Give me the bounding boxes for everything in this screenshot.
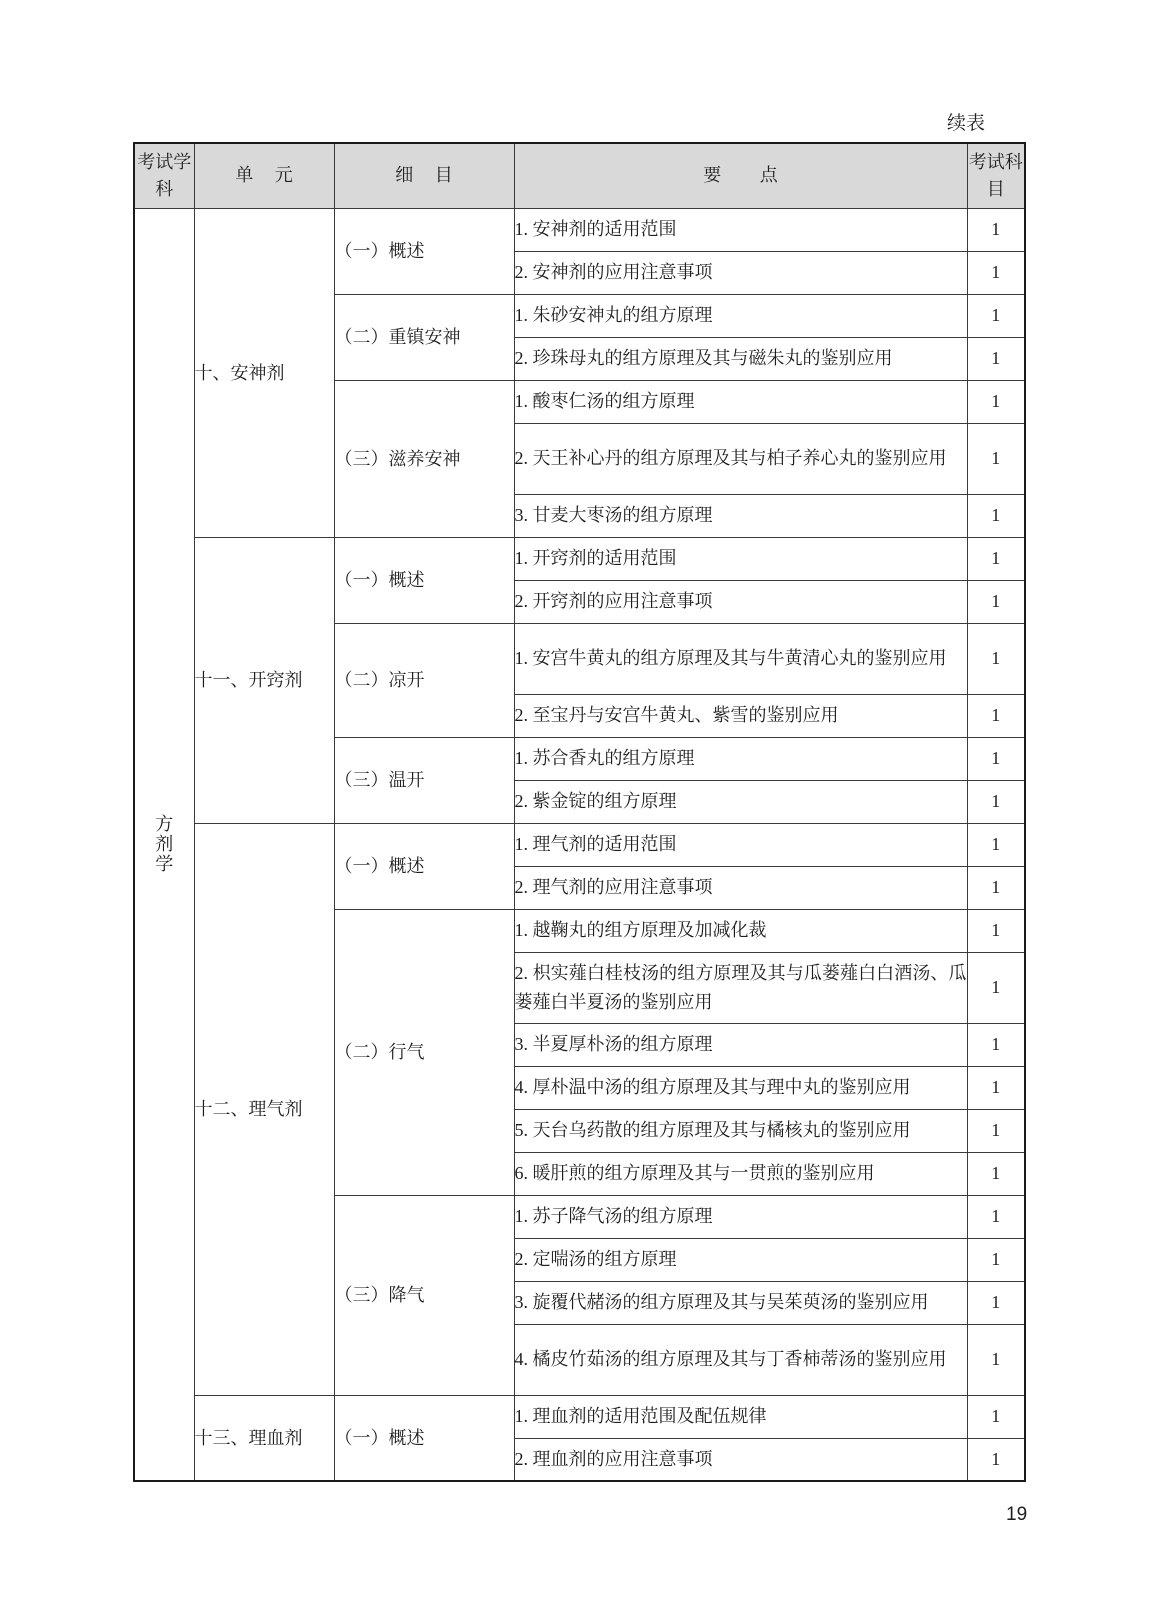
point-cell: 1. 苏子降气汤的组方原理 [514,1195,967,1238]
exam-code-cell: 1 [967,909,1025,952]
point-cell: 2. 枳实薤白桂枝汤的组方原理及其与瓜蒌薤白白酒汤、瓜蒌薤白半夏汤的鉴别应用 [514,952,967,1023]
exam-code-cell: 1 [967,866,1025,909]
exam-code-cell: 1 [967,1109,1025,1152]
table-row [134,1395,1025,1438]
unit-cell: 十二、理气剂 [194,823,334,1395]
point-cell: 2. 定喘汤的组方原理 [514,1238,967,1281]
page-number: 19 [1006,1504,1028,1525]
point-cell: 2. 紫金锭的组方原理 [514,780,967,823]
header-point: 要 点 [514,143,967,208]
exam-code-cell: 1 [967,823,1025,866]
exam-code-cell: 1 [967,623,1025,694]
section-cell: （二）凉开 [334,623,514,737]
exam-code-cell: 1 [967,208,1025,251]
exam-code-cell: 1 [967,337,1025,380]
exam-code-cell: 1 [967,952,1025,1023]
table-row [134,823,1025,866]
subject-label: 方剂学 [155,814,174,875]
point-cell: 2. 开窍剂的应用注意事项 [514,580,967,623]
point-cell: 5. 天台乌药散的组方原理及其与橘核丸的鉴别应用 [514,1109,967,1152]
section-cell: （一）概述 [334,208,514,294]
header-subject: 考试学科 [134,143,194,208]
section-cell: （三）温开 [334,737,514,823]
exam-code-cell: 1 [967,380,1025,423]
point-cell: 3. 甘麦大枣汤的组方原理 [514,494,967,537]
point-cell: 2. 珍珠母丸的组方原理及其与磁朱丸的鉴别应用 [514,337,967,380]
unit-cell: 十、安神剂 [194,208,334,537]
exam-code-cell: 1 [967,1066,1025,1109]
point-cell: 1. 开窍剂的适用范围 [514,537,967,580]
header-unit: 单 元 [194,143,334,208]
point-cell: 2. 天王补心丹的组方原理及其与柏子养心丸的鉴别应用 [514,423,967,494]
subject-cell [134,208,194,1481]
exam-code-cell: 1 [967,780,1025,823]
continued-label: 续表 [947,113,986,134]
unit-cell: 十三、理血剂 [194,1395,334,1481]
point-cell: 1. 理气剂的适用范围 [514,823,967,866]
exam-code-cell: 1 [967,537,1025,580]
point-cell: 2. 理气剂的应用注意事项 [514,866,967,909]
header-exam-subject: 考试科目 [967,143,1025,208]
section-cell: （二）重镇安神 [334,294,514,380]
exam-code-cell: 1 [967,1438,1025,1481]
section-cell: （三）滋养安神 [334,380,514,537]
table-row [134,537,1025,580]
point-cell: 1. 理血剂的适用范围及配伍规律 [514,1395,967,1438]
point-cell: 1. 酸枣仁汤的组方原理 [514,380,967,423]
exam-code-cell: 1 [967,1238,1025,1281]
header-item: 细 目 [334,143,514,208]
exam-code-cell: 1 [967,494,1025,537]
point-cell: 1. 苏合香丸的组方原理 [514,737,967,780]
unit-cell: 十一、开窍剂 [194,537,334,823]
exam-code-cell: 1 [967,580,1025,623]
syllabus-table [133,142,1026,1482]
point-cell: 3. 半夏厚朴汤的组方原理 [514,1023,967,1066]
point-cell: 4. 厚朴温中汤的组方原理及其与理中丸的鉴别应用 [514,1066,967,1109]
point-cell: 3. 旋覆代赭汤的组方原理及其与吴茱萸汤的鉴别应用 [514,1281,967,1324]
exam-code-cell: 1 [967,1023,1025,1066]
point-cell: 1. 越鞠丸的组方原理及加减化裁 [514,909,967,952]
section-cell: （一）概述 [334,823,514,909]
exam-code-cell: 1 [967,1281,1025,1324]
exam-code-cell: 1 [967,294,1025,337]
point-cell: 1. 朱砂安神丸的组方原理 [514,294,967,337]
exam-code-cell: 1 [967,1195,1025,1238]
section-cell: （一）概述 [334,1395,514,1481]
point-cell: 2. 安神剂的应用注意事项 [514,251,967,294]
point-cell: 4. 橘皮竹茹汤的组方原理及其与丁香柿蒂汤的鉴别应用 [514,1324,967,1395]
exam-code-cell: 1 [967,1395,1025,1438]
point-cell: 1. 安神剂的适用范围 [514,208,967,251]
exam-code-cell: 1 [967,694,1025,737]
exam-code-cell: 1 [967,251,1025,294]
section-cell: （三）降气 [334,1195,514,1395]
exam-code-cell: 1 [967,1152,1025,1195]
point-cell: 6. 暖肝煎的组方原理及其与一贯煎的鉴别应用 [514,1152,967,1195]
point-cell: 2. 理血剂的应用注意事项 [514,1438,967,1481]
table-row [134,208,1025,251]
table-header-row [134,143,1025,208]
exam-code-cell: 1 [967,1324,1025,1395]
point-cell: 2. 至宝丹与安宫牛黄丸、紫雪的鉴别应用 [514,694,967,737]
exam-code-cell: 1 [967,737,1025,780]
exam-code-cell: 1 [967,423,1025,494]
section-cell: （二）行气 [334,909,514,1195]
point-cell: 1. 安宫牛黄丸的组方原理及其与牛黄清心丸的鉴别应用 [514,623,967,694]
section-cell: （一）概述 [334,537,514,623]
